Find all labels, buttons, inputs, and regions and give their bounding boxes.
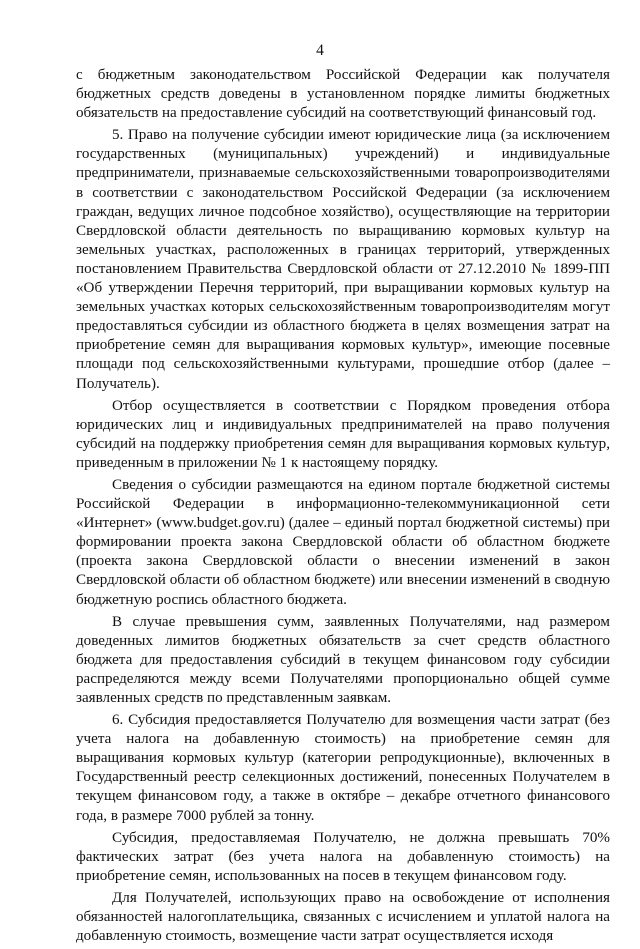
page-number: 4 [316,42,324,59]
paragraph-3: Отбор осуществляется в соответствии с Порядком проведения отбора юридических лиц и индивидуальных предпринимателей на право получения субсидий на поддержку приобретения семян для выращивания кормовых культур, приведенным в приложении № 1 к настоящему порядку. [76,397,610,471]
paragraph-2: 5. Право на получение субсидии имеют юридические лица (за исключением государственных (муниципальных) учреждений) и индивидуальные предприниматели, признаваемые сельскохозяйственными товаропроизводителями в соответствии с законодательством Российской Федерации (за исключением граждан, ведущих личное подсобное хозяйство), осуществляющие на территории Свердловской области деятельность по выращиванию кормовых культур на земельных участках, расположенных в границах территорий, утвержденных постановлением Правительства Свердловской области от 27.12.2010 № 1899-ПП «Об утверждении Перечня территорий, при выращивании кормовых культур на земельных участках которых сельскохозяйственным товаропроизводителям могут предоставляться субсидии из областного бюджета в целях возмещения затрат на приобретение семян для выращивания кормовых культур», имеющие посевные площади под сельскохозяйственными культурами, прошедшие отбор (далее – Получатель). [76,127,610,392]
paragraph-1: с бюджетным законодательством Российской Федерации как получателя бюджетных средств доведены в установленном порядке лимиты бюджетных обязательств на предоставление субсидий на соответствующий финансовый год. [76,67,610,122]
paragraph-5: В случае превышения сумм, заявленных Получателями, над размером доведенных лимитов бюджетных обязательств за счет средств областного бюджета для предоставления субсидий в текущем финансовом году субсидии распределяются между всеми Получателями пропорционально общей сумме заявленных средств по представленным заявкам. [76,613,610,706]
paragraph-4: Сведения о субсидии размещаются на едином портале бюджетной системы Российской Федерации в информационно-телекоммуникационной сети «Интернет» (www.budget.gov.ru) (далее – единый портал бюджетной системы) при формировании проекта закона Свердловской области об областном бюджете (проекта закона Свердловской области о внесении изменений в закон Свердловской области об областном бюджете) или внесении изменений в сводную бюджетную роспись областного бюджета. [76,476,610,608]
paragraph-6: 6. Субсидия предоставляется Получателю для возмещения части затрат (без учета налога на добавленную стоимость) на приобретение семян для выращивания кормовых культур (категории репродукционные), включенных в Государственный реестр селекционных достижений, понесенных Получателем в текущем финансовом году, а также в октябре – декабре отчетного финансового года, в размере 7000 рублей за тонну. [76,712,610,824]
paragraph-7: Субсидия, предоставляемая Получателю, не должна превышать 70% фактических затрат (без учета налога на добавленную стоимость) на приобретение семян, использованных на посев в текущем финансовом году. [76,829,610,884]
document-body [76,66,610,949]
paragraph-8: Для Получателей, использующих право на освобождение от исполнения обязанностей налогоплательщика, связанных с исчислением и уплатой налога на добавленную стоимость, возмещение части затрат осуществляется исходя [76,889,610,945]
